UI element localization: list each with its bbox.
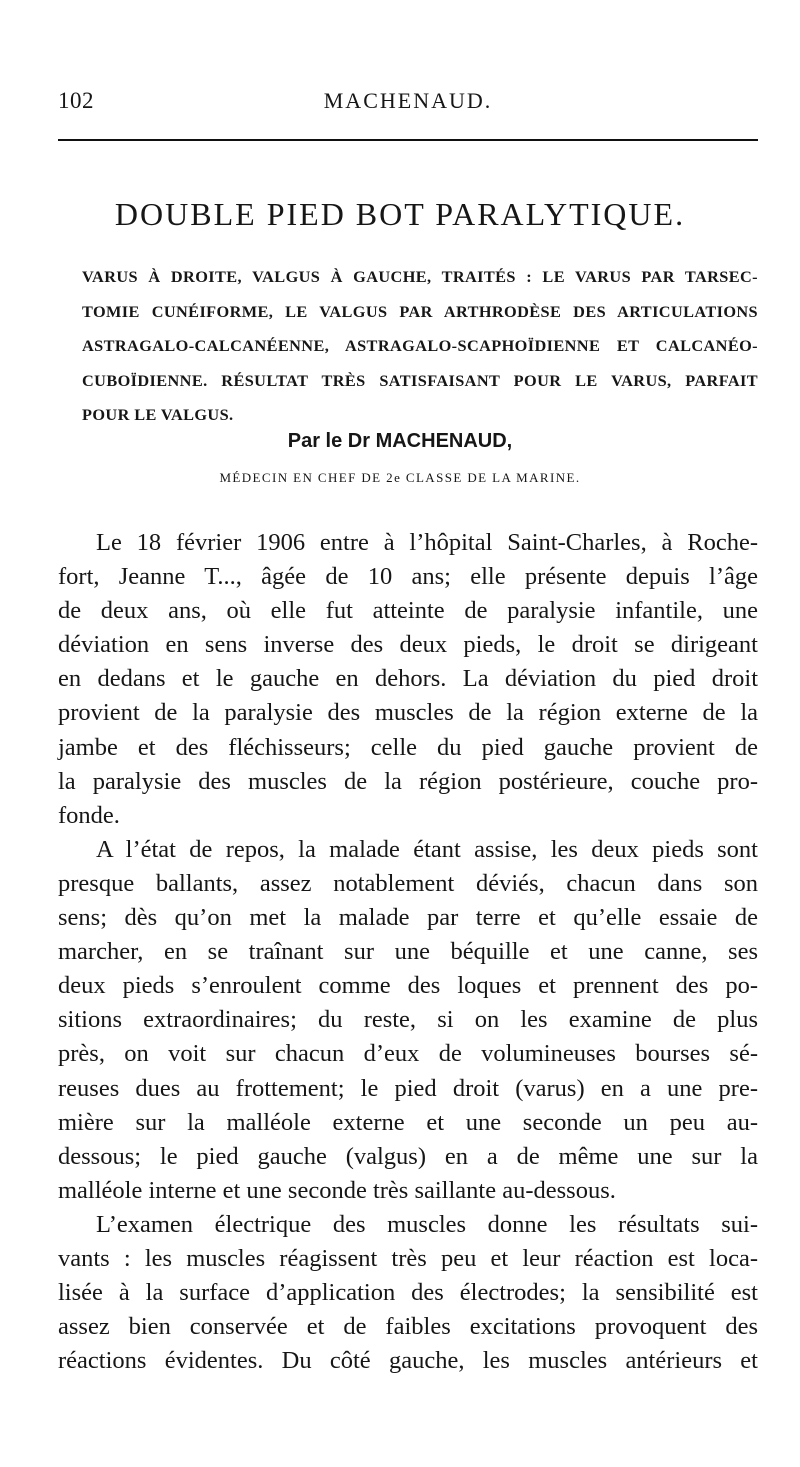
body-text xyxy=(58,526,758,1378)
body-line: presque ballants, assez notablement déviés, chacun dans son xyxy=(58,869,758,897)
article-summary xyxy=(82,260,758,433)
body-line: près, on voit sur chacun d’eux de volumineuses bourses sé- xyxy=(58,1040,758,1068)
body-line: sitions extraordinaires; du reste, si on les examine de plus xyxy=(58,1006,758,1034)
running-title: MACHENAUD. xyxy=(323,88,493,113)
body-line: L’examen électrique des muscles donne les résultats sui- xyxy=(96,1210,758,1238)
body-line: réactions évidentes. Du côté gauche, les muscles antérieurs et xyxy=(58,1347,758,1375)
body-line: fort, Jeanne T..., âgée de 10 ans; elle présente depuis l’âge xyxy=(58,563,758,591)
summary-line: VARUS À DROITE, VALGUS À GAUCHE, TRAITÉS : LE VARUS PAR TARSEC- xyxy=(82,267,758,286)
body-line: provient de la paralysie des muscles de la région externe de la xyxy=(58,699,758,727)
body-line: Le 18 février 1906 entre à l’hôpital Saint-Charles, à Roche- xyxy=(96,529,758,556)
body-line: deux pieds s’enroulent comme des loques et prennent des po- xyxy=(58,972,758,1000)
author-byline: Par le Dr MACHENAUD, xyxy=(287,430,513,452)
author-rank: MÉDECIN EN CHEF DE 2e CLASSE DE LA MARINE. xyxy=(219,470,581,485)
body-line: marcher, en se traînant sur une béquille et une canne, ses xyxy=(58,938,758,966)
body-line: A l’état de repos, la malade étant assise, les deux pieds sont xyxy=(96,835,758,863)
body-line: lisée à la surface d’application des électrodes; la sensibilité est xyxy=(58,1279,758,1307)
running-header xyxy=(58,88,758,118)
body-line: jambe et des fléchisseurs; celle du pied gauche provient de xyxy=(58,733,758,761)
body-line: la paralysie des muscles de la région postérieure, couche pro- xyxy=(58,767,758,795)
page-number: 102 xyxy=(58,88,94,113)
body-line: de deux ans, où elle fut atteinte de paralysie infantile, une xyxy=(58,597,758,625)
article-title: DOUBLE PIED BOT PARALYTIQUE. xyxy=(114,196,686,232)
body-line: malléole interne et une seconde très saillante au-dessous. xyxy=(58,1176,616,1204)
header-rule xyxy=(58,139,758,141)
body-line: mière sur la malléole externe et une seconde un peu au- xyxy=(58,1108,758,1136)
body-line: déviation en sens inverse des deux pieds, le droit se dirigeant xyxy=(58,631,758,659)
summary-line: CUBOÏDIENNE. RÉSULTAT TRÈS SATISFAISANT POUR LE VARUS, PARFAIT xyxy=(82,370,758,390)
body-line: vants : les muscles réagissent très peu et leur réaction est loca- xyxy=(58,1244,758,1272)
summary-line: ASTRAGALO-CALCANÉENNE, ASTRAGALO-SCAPHOÏDIENNE ET CALCANÉO- xyxy=(82,336,758,355)
summary-line: TOMIE CUNÉIFORME, LE VALGUS PAR ARTHRODÈSE DES ARTICULATIONS xyxy=(82,301,758,321)
body-line: fonde. xyxy=(58,801,120,829)
body-line: assez bien conservée et de faibles excitations provoquent des xyxy=(58,1313,758,1341)
body-line: sens; dès qu’on met la malade par terre et qu’elle essaie de xyxy=(58,904,758,932)
body-line: en dedans et le gauche en dehors. La déviation du pied droit xyxy=(58,665,758,693)
summary-line: POUR LE VALGUS. xyxy=(82,405,234,424)
body-line: dessous; le pied gauche (valgus) en a de même une sur la xyxy=(58,1142,758,1170)
body-line: reuses dues au frottement; le pied droit (varus) en a une pre- xyxy=(58,1074,758,1102)
